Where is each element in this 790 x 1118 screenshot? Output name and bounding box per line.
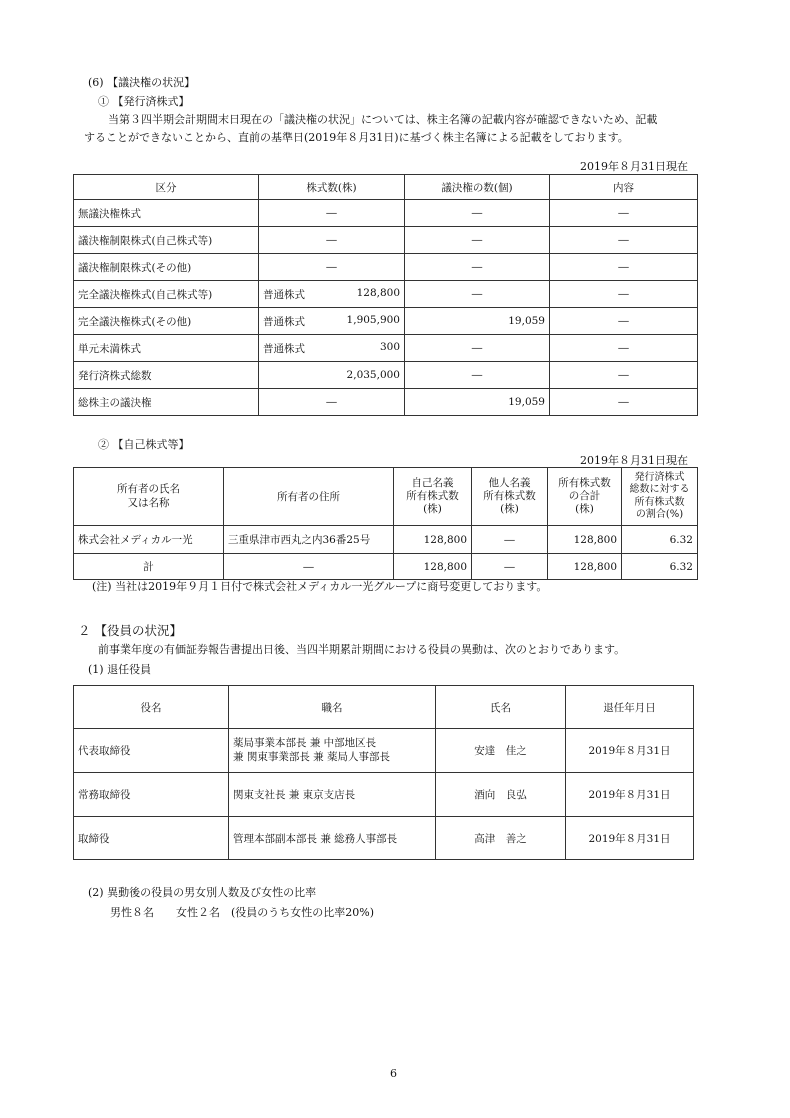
- treasury-stock-table: [73, 467, 698, 580]
- address-cell: ―: [224, 554, 394, 580]
- gender-ratio-heading: (2) 異動後の役員の男女別人数及び女性の比率: [88, 886, 317, 899]
- table-row: [74, 227, 698, 254]
- row-votes: ―: [405, 335, 550, 362]
- officers-header-row: [74, 686, 694, 729]
- officers-header: 退任年月日: [566, 686, 694, 729]
- owner-header: [74, 468, 224, 526]
- header-line: 所有株式数: [634, 496, 685, 508]
- row-category: 単元未満株式: [74, 335, 259, 362]
- table1-header-row: [74, 175, 698, 200]
- row-votes: ―: [405, 254, 550, 281]
- paragraph-line-2: することができないことから、直前の基準日(2019年８月31日)に基づく株主名簿による記載をしております。: [84, 131, 629, 144]
- table1-date: 2019年８月31日現在: [580, 160, 688, 173]
- row-category: 議決権制限株式(その他): [74, 254, 259, 281]
- table-row: [74, 308, 698, 335]
- job-line: 兼 関東事業部長 兼 薬局人事部長: [233, 750, 391, 763]
- owner-cell: 株式会社メディカル一光: [74, 526, 224, 554]
- other-shares-cell: ―: [472, 526, 548, 554]
- paragraph-line-1: 当第３四半期会計期間末日現在の「議決権の状況」については、株主名簿の記載内容が確認できないため、記載: [108, 113, 658, 126]
- table1-header: 株式数(株): [259, 175, 405, 200]
- header-line: 又は名称: [127, 496, 170, 509]
- total-shares-cell: 128,800: [548, 526, 622, 554]
- officer-name: 安達 佳之: [436, 729, 566, 773]
- other-shares-header: [472, 468, 548, 526]
- table-row: [74, 389, 698, 416]
- header-line: の合計: [568, 489, 601, 502]
- officers-header: 職名: [229, 686, 436, 729]
- header-line: 所有株式数: [406, 489, 459, 502]
- row-category: 総株主の議決権: [74, 389, 259, 416]
- header-line: 発行済株式: [634, 471, 685, 483]
- ratio-header: [622, 468, 698, 526]
- officers-table: [73, 685, 694, 860]
- row-shares: ―: [259, 200, 405, 227]
- gender-ratio-line: 男性８名 女性２名 (役員のうち女性の比率20%): [110, 906, 375, 919]
- row-content: ―: [550, 389, 698, 416]
- officer-name: 酒向 良弘: [436, 773, 566, 817]
- row-shares: 1,905,900: [346, 313, 400, 326]
- row-category: 議決権制限株式(自己株式等): [74, 227, 259, 254]
- row-content: ―: [550, 335, 698, 362]
- officer-title: 常務取締役: [74, 773, 229, 817]
- footnote: (注) 当社は2019年９月１日付で株式会社メディカル一光グループに商号変更しております。: [92, 580, 548, 593]
- ratio-cell: 6.32: [622, 526, 698, 554]
- table2-date: 2019年８月31日現在: [580, 454, 688, 467]
- row-shares-cell: [259, 281, 405, 308]
- row-votes: ―: [405, 227, 550, 254]
- header-line: 他人名義: [488, 476, 531, 489]
- row-content: ―: [550, 227, 698, 254]
- section-2-heading: ２ 【役員の状況】: [78, 623, 182, 638]
- row-votes: ―: [405, 362, 550, 389]
- total-shares-cell: 128,800: [548, 554, 622, 580]
- row-category: 完全議決権株式(自己株式等): [74, 281, 259, 308]
- header-line: 所有株式数: [483, 489, 536, 502]
- page-number: 6: [390, 1067, 397, 1080]
- officer-title: 取締役: [74, 817, 229, 860]
- treasury-stock-heading: ② 【自己株式等】: [98, 438, 190, 451]
- own-shares-cell: 128,800: [394, 554, 472, 580]
- total-shares-header: [548, 468, 622, 526]
- officer-title: 代表取締役: [74, 729, 229, 773]
- voting-rights-table: [73, 174, 698, 416]
- row-content: ―: [550, 254, 698, 281]
- header-line: (株): [500, 503, 519, 516]
- row-category: 発行済株式総数: [74, 362, 259, 389]
- row-kind: 普通株式: [263, 315, 305, 328]
- table1-header: 区分: [74, 175, 259, 200]
- officer-name: 高津 善之: [436, 817, 566, 860]
- row-shares: ―: [259, 389, 405, 416]
- row-shares: 128,800: [356, 286, 400, 299]
- row-votes: ―: [405, 200, 550, 227]
- row-shares: 2,035,000: [259, 362, 405, 389]
- table-row: [74, 554, 698, 580]
- owner-cell: 計: [74, 554, 224, 580]
- row-content: ―: [550, 200, 698, 227]
- header-line: 総数に対する: [629, 484, 690, 495]
- own-shares-header: [394, 468, 472, 526]
- officers-header: 氏名: [436, 686, 566, 729]
- other-shares-cell: ―: [472, 554, 548, 580]
- row-content: ―: [550, 281, 698, 308]
- row-shares: ―: [259, 227, 405, 254]
- table-row: [74, 200, 698, 227]
- header-line: の割合(%): [635, 509, 684, 520]
- row-shares-cell: [259, 335, 405, 362]
- table-row: [74, 773, 694, 817]
- row-category: 完全議決権株式(その他): [74, 308, 259, 335]
- own-shares-cell: 128,800: [394, 526, 472, 554]
- row-shares: ―: [259, 254, 405, 281]
- row-shares-cell: [259, 308, 405, 335]
- row-content: ―: [550, 362, 698, 389]
- table-row: [74, 526, 698, 554]
- header-line: (株): [575, 503, 594, 516]
- officer-job: 管理本部副本部長 兼 総務人事部長: [229, 817, 436, 860]
- table-row: [74, 254, 698, 281]
- officer-job: [229, 729, 436, 773]
- officers-header: 役名: [74, 686, 229, 729]
- row-votes: 19,059: [405, 308, 550, 335]
- row-votes: ―: [405, 281, 550, 308]
- table-row: [74, 729, 694, 773]
- section-6-heading: (6) 【議決権の状況】: [88, 76, 196, 89]
- officer-date: 2019年８月31日: [566, 817, 694, 860]
- retired-officers-heading: (1) 退任役員: [88, 663, 152, 676]
- header-line: (株): [423, 503, 442, 516]
- table-row: [74, 281, 698, 308]
- ratio-cell: 6.32: [622, 554, 698, 580]
- row-shares: 300: [379, 340, 400, 353]
- table2-header-row: [74, 468, 698, 526]
- table-row: [74, 817, 694, 860]
- officers-intro: 前事業年度の有価証券報告書提出日後、当四半期累計期間における役員の異動は、次のとおりであります。: [98, 643, 626, 656]
- header-line: 自己名義: [411, 476, 454, 489]
- header-line: 所有株式数: [558, 476, 611, 489]
- address-header: 所有者の住所: [224, 468, 394, 526]
- row-votes: 19,059: [405, 389, 550, 416]
- table-row: [74, 362, 698, 389]
- header-line: 所有者の氏名: [117, 483, 180, 496]
- officer-job: 関東支社長 兼 東京支店長: [229, 773, 436, 817]
- table1-header: 議決権の数(個): [405, 175, 550, 200]
- officer-date: 2019年８月31日: [566, 729, 694, 773]
- officer-date: 2019年８月31日: [566, 773, 694, 817]
- table-row: [74, 335, 698, 362]
- row-kind: 普通株式: [263, 342, 305, 355]
- table1-header: 内容: [550, 175, 698, 200]
- row-kind: 普通株式: [263, 288, 305, 301]
- issued-shares-heading: ① 【発行済株式】: [98, 95, 190, 108]
- address-cell: 三重県津市西丸之内36番25号: [224, 526, 394, 554]
- row-category: 無議決権株式: [74, 200, 259, 227]
- job-line: 薬局事業本部長 兼 中部地区長: [233, 737, 377, 750]
- row-content: ―: [550, 308, 698, 335]
